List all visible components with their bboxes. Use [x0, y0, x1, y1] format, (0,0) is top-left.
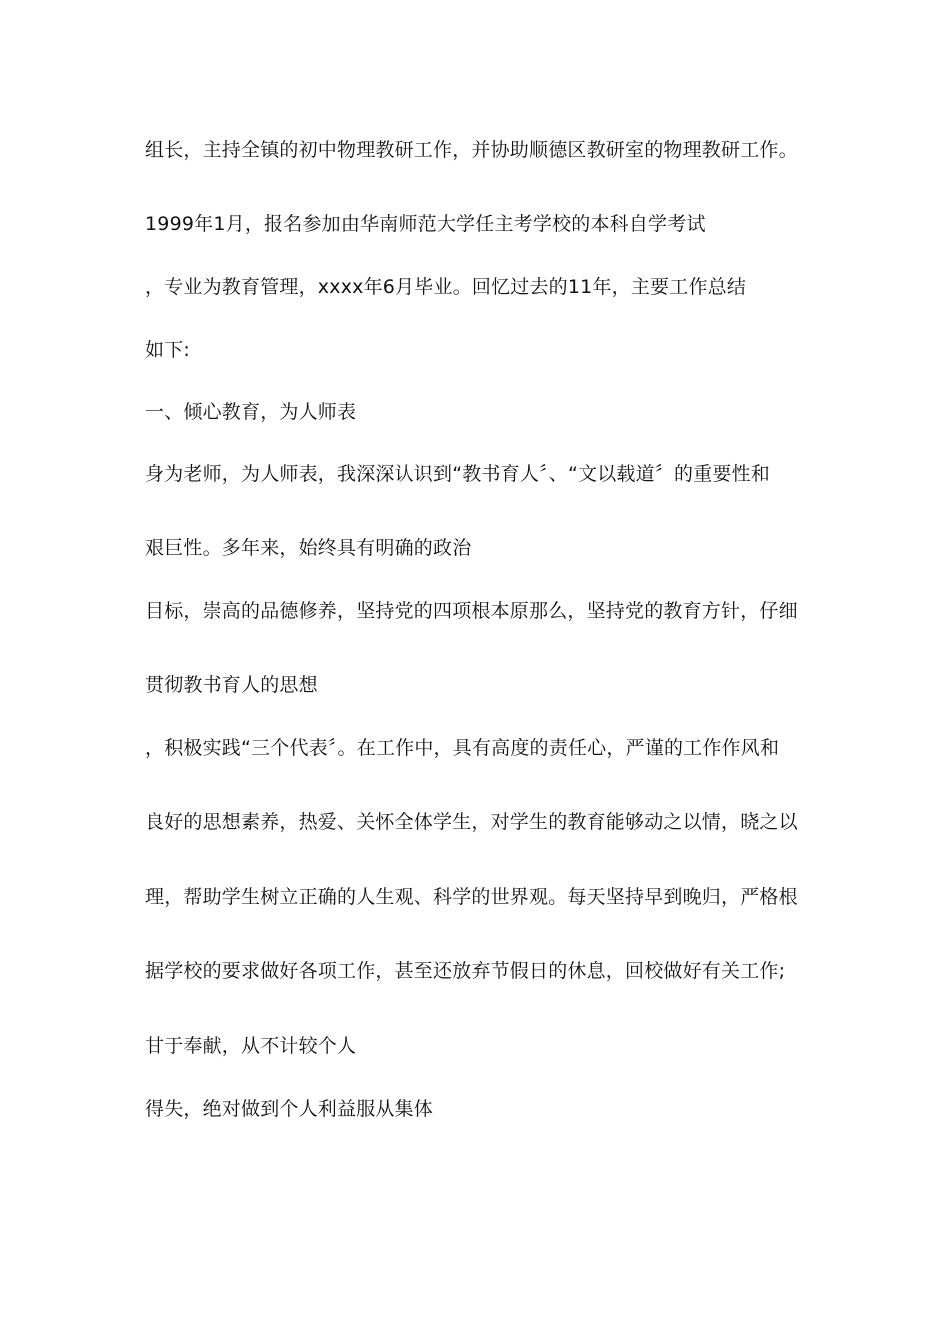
text-line: 如下: — [145, 339, 191, 361]
text-line: 组长，主持全镇的初中物理教研工作，并协助顺德区教研室的物理教研工作。 — [145, 139, 798, 161]
text-line: 贯彻教书育人的思想 — [145, 674, 318, 696]
section-heading: 一、倾心教育，为人师表 — [145, 401, 357, 423]
text-line: 目标，崇高的品德修养，坚持党的四项根本原那么，坚持党的教育方针，仔细 — [145, 600, 798, 622]
text-line: 理，帮助学生树立正确的人生观、科学的世界观。每天坚持早到晚归，严格根 — [145, 886, 798, 908]
text-line: 得失，绝对做到个人利益服从集体 — [145, 1098, 434, 1120]
text-line: 良好的思想素养，热爱、关怀全体学生，对学生的教育能够动之以情，晓之以 — [145, 811, 798, 833]
text-line: ，专业为教育管理，xxxx年6月毕业。回忆过去的11年，主要工作总结 — [145, 276, 747, 298]
text-line: 据学校的要求做好各项工作，甚至还放弃节假日的休息，回校做好有关工作; — [145, 960, 786, 982]
text-line: 身为老师，为人师表，我深深认识到“教书育人〞、“文以载道〞的重要性和 — [145, 463, 770, 485]
text-line: 艰巨性。多年来，始终具有明确的政治 — [145, 537, 472, 559]
text-line: ，积极实践“三个代表〞。在工作中，具有高度的责任心，严谨的工作作风和 — [145, 737, 780, 759]
text-line: 甘于奉献，从不计较个人 — [145, 1035, 357, 1057]
text-line: 1999年1月，报名参加由华南师范大学任主考学校的本科自学考试 — [145, 213, 706, 235]
